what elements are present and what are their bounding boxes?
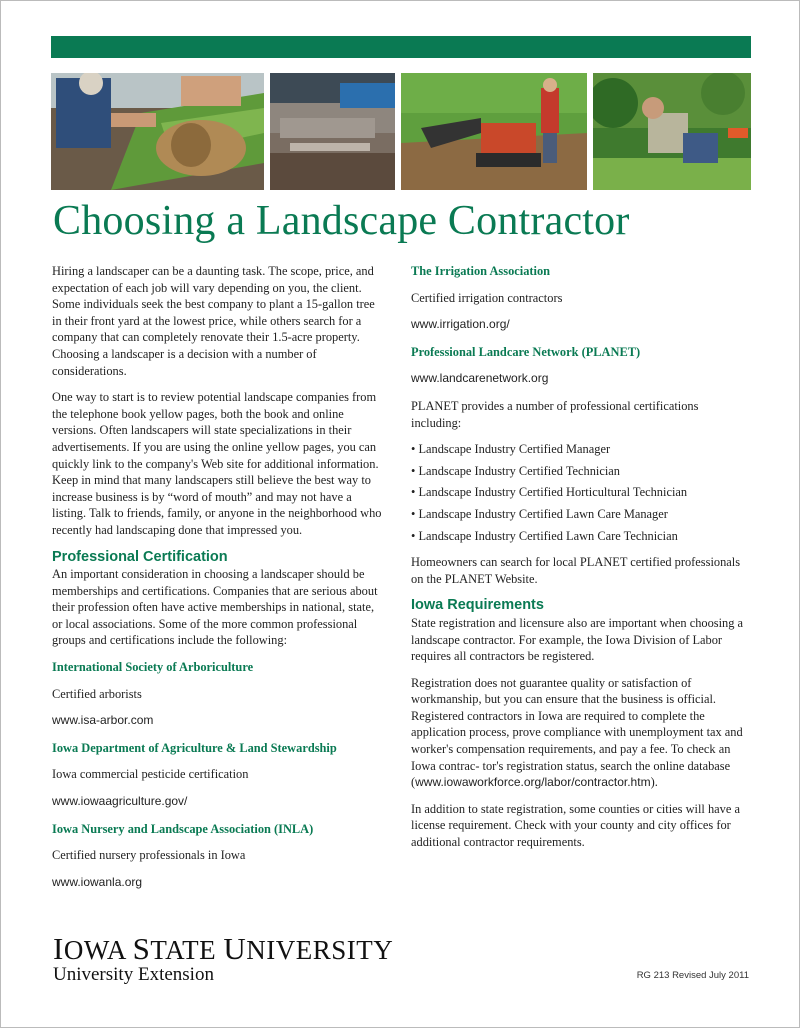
certification-paragraph: An important consideration in choosing a landscaper should be memberships and certifications. Companies that are serious about their profession often have active memberships in national, state, or local associations. Some of the more common professional groups and certifications include the following: — [52, 567, 378, 648]
extension-label: University Extension — [53, 964, 214, 985]
org-description: Certified irrigation contractors — [411, 290, 563, 305]
photo-sod-laying — [51, 73, 264, 190]
org-url-link[interactable]: www.iowanla.org — [52, 874, 143, 889]
org-name: Iowa Department of Agriculture & Land Stewardship — [52, 740, 337, 755]
iowa-paragraph-1: State registration and licensure also are important when choosing a landscape contractor. For example, the Iowa Division of Labor requires all contractors be registered. — [411, 615, 744, 664]
iowa-paragraph-2: Registration does not guarantee quality or satisfaction of workmanship, but you can ensure that the business is official. Registered contractors in Iowa are required to complete the application process, prove compliance with unemployment tax and worker's compensation requirements, and pay a fee. To check an Iowa contrac- tor's registration status, search the online database (www.iowaworkforce.org/labor/contractor.htm). — [411, 675, 743, 790]
org-planet — [411, 344, 751, 387]
org-url-link[interactable]: www.iowaagriculture.gov/ — [52, 794, 188, 809]
photo-skid-steer — [401, 73, 587, 190]
org-name: Iowa Nursery and Landscape Association (INLA) — [52, 821, 314, 836]
org-description: Certified nursery professionals in Iowa — [52, 848, 246, 863]
intro-paragraph-1: Hiring a landscaper can be a daunting task. The scope, price, and expectation of each job will vary depending on you, the client. Some individuals seek the best company to plant a 15-gallon tree in their front yard at the lowest price, while others search for a company that can completely renovate their 1.5-acre property. Choosing a landscaper is a decision with a number of considerations. — [52, 264, 375, 378]
org-idals — [52, 740, 382, 810]
planet-intro: PLANET provides a number of professional certifications including: — [411, 398, 699, 430]
list-item: • Landscape Industry Certified Lawn Care Technician — [411, 528, 751, 545]
org-irrigation — [411, 263, 751, 333]
org-name: International Society of Arboriculture — [52, 660, 254, 675]
org-description: Iowa commercial pesticide certification — [52, 767, 249, 782]
org-description: Certified arborists — [52, 686, 142, 701]
page-title: Choosing a Landscape Contractor — [53, 198, 630, 244]
iowa-state-logo: IOWA STATE UNIVERSITY — [53, 931, 394, 966]
org-name: The Irrigation Association — [411, 264, 551, 278]
intro-paragraph-2: One way to start is to review potential landscape companies from the telephone book yellow pages, both the book and online versions. Often landscapers will state specializations in their advertisements. If you are using the online yellow pages, you can quickly link to the company's Web site for additional information. Keep in mind that many landscapers still believe the best way to increase business is by “word of mouth” and may not have a listing. Talk to friends, family, or anyone in the neighborhood who recently had landscaping done that impressed you. — [52, 390, 382, 537]
publication-info: RG 213 Revised July 2011 — [636, 970, 749, 981]
certification-list — [411, 441, 751, 544]
org-isa — [52, 659, 382, 729]
list-item: • Landscape Industry Certified Lawn Care Manager — [411, 506, 751, 523]
org-url-link[interactable]: www.landcarenetwork.org — [411, 371, 549, 386]
iowa-paragraph-3: In addition to state registration, some counties or cities will have a license requirement. Check with your county and city offices for additional contractor requirements. — [411, 801, 740, 850]
section-heading-iowa: Iowa Requirements — [411, 597, 544, 614]
org-inla — [52, 821, 382, 891]
org-name: Professional Landcare Network (PLANET) — [411, 344, 641, 359]
header-color-bar — [51, 36, 751, 58]
left-column — [52, 263, 382, 901]
iowa-paragraph-2-text: Registration does not guarantee quality or satisfaction of workmanship, but you can ensure that the business is official. Registered contractors in Iowa are required to complete the application process, prove compliance with unemployment tax and worker's compensation requirements, and pay a fee. To check an Iowa contrac- tor's registration status, search the online database — [411, 675, 743, 773]
list-item: • Landscape Industry Certified Horticultural Technician — [411, 484, 751, 501]
section-heading-certification: Professional Certification — [52, 548, 228, 565]
right-column — [411, 263, 751, 861]
org-url-link[interactable]: www.isa-arbor.com — [52, 713, 154, 728]
contractor-database-link[interactable]: www.iowaworkforce.org/labor/contractor.htm — [415, 775, 651, 790]
planet-search-paragraph: Homeowners can search for local PLANET certified professionals on the PLANET Website. — [411, 555, 741, 586]
photo-gardener-planting — [593, 73, 751, 190]
list-item: • Landscape Industry Certified Manager — [411, 441, 751, 458]
org-url-link[interactable]: www.irrigation.org/ — [411, 317, 510, 332]
list-item: • Landscape Industry Certified Technician — [411, 463, 751, 480]
photo-stone-wall — [270, 73, 395, 190]
